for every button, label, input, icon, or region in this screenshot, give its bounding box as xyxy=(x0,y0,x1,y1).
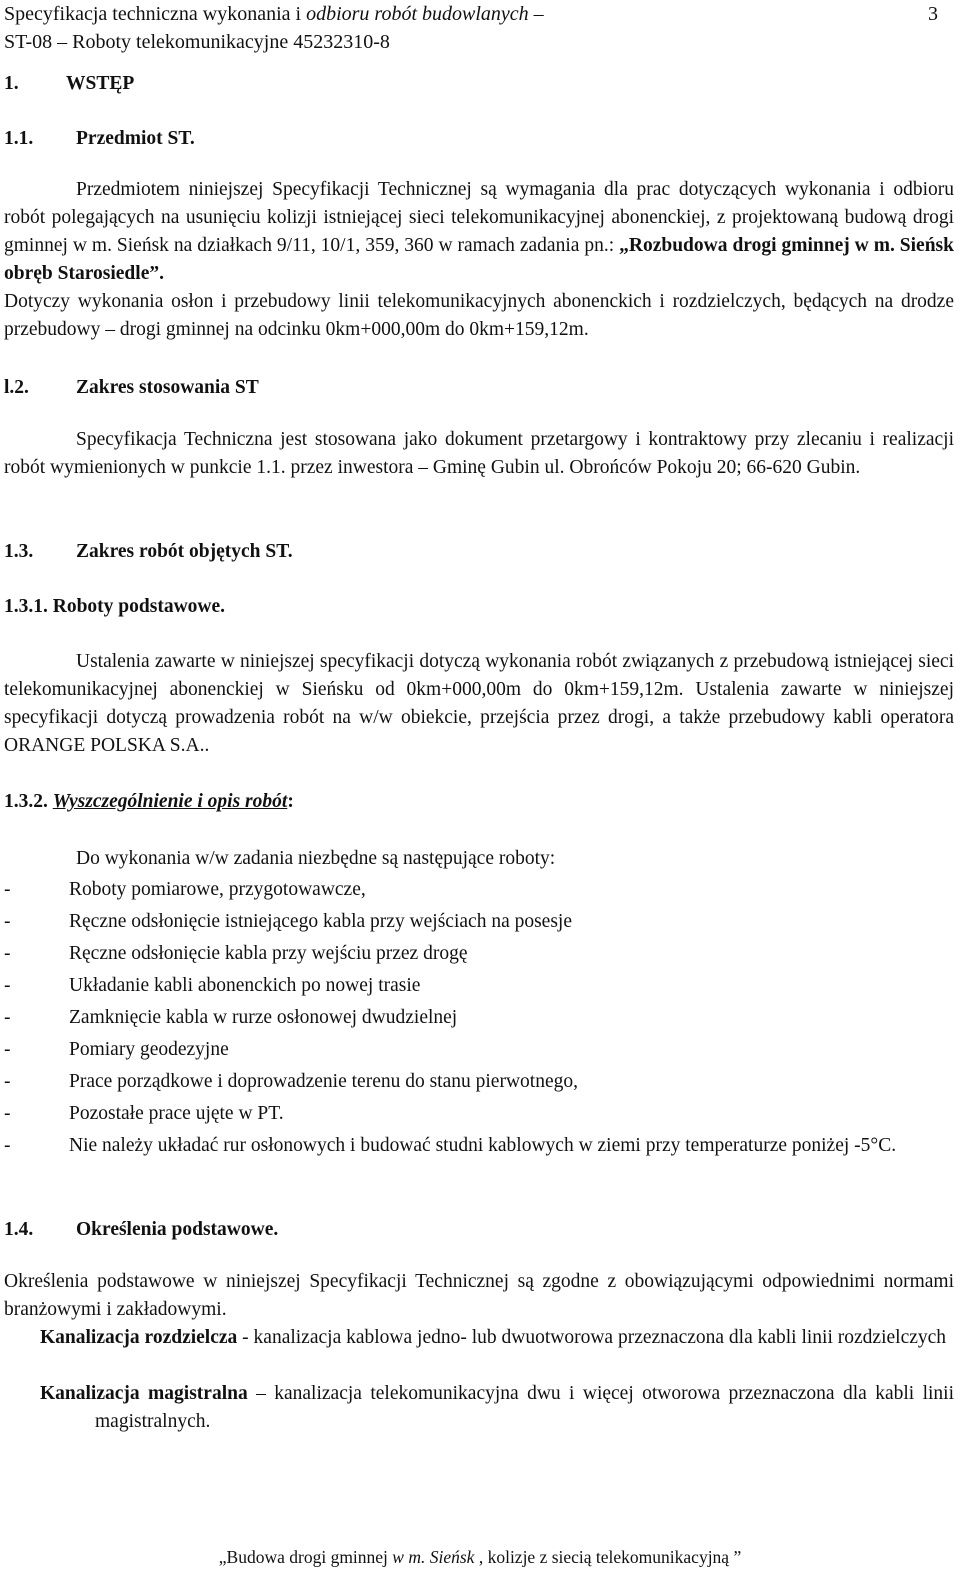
section-number: 1. xyxy=(4,73,19,94)
list-item-text: Roboty pomiarowe, przygotowawcze, xyxy=(69,879,366,900)
list-item-text: Prace porządkowe i doprowadzenie terenu do stanu pierwotnego, xyxy=(69,1071,578,1092)
list-item xyxy=(4,1068,954,1096)
list-dash: - xyxy=(4,1135,11,1156)
list-dash: - xyxy=(4,943,11,964)
definition-item xyxy=(40,1324,954,1352)
header-subtitle: ST-08 – Roboty telekomunikacyjne 45232310-8 xyxy=(4,31,390,53)
task-name: „Rozbudowa drogi gminnej w m. Sieńsk obręb Starosiedle”. xyxy=(4,235,954,284)
list-item xyxy=(4,940,954,968)
definition-term: Kanalizacja rozdzielcza xyxy=(40,1327,238,1348)
list-item xyxy=(4,972,954,1000)
list-dash: - xyxy=(4,879,11,900)
list-item-text: Ręczne odsłonięcie kabla przy wejściu przez drogę xyxy=(69,943,468,964)
list-dash: - xyxy=(4,1039,11,1060)
section-1-4-heading xyxy=(4,1216,278,1244)
section-number: l.2. xyxy=(4,377,29,398)
definition-text: – kanalizacja telekomunikacyjna dwu i więcej otworowa przeznaczona dla kabli linii magistralnych. xyxy=(95,1383,954,1432)
page-number: 3 xyxy=(928,3,938,25)
section-1-1-paragraph-1 xyxy=(4,176,954,288)
list-item xyxy=(4,1100,954,1128)
footer-part2: w m. Sieńsk xyxy=(392,1547,475,1567)
definition-term: Kanalizacja magistralna xyxy=(40,1383,248,1404)
list-item xyxy=(4,1132,954,1188)
list-item-text: Nie należy układać rur osłonowych i budować studni kablowych w ziemi przy temperaturze poniżej -5°C. xyxy=(69,1135,897,1156)
header-title-part2: odbioru robót budowlanych – xyxy=(306,3,544,25)
section-1-2-heading xyxy=(4,374,259,402)
list-dash: - xyxy=(4,1071,11,1092)
section-title: Przedmiot ST. xyxy=(76,128,195,149)
section-1-4-paragraph: Określenia podstawowe w niniejszej Specyfikacji Technicznej są zgodne z obowiązującymi odpowiednimi normami branżowymi i zakładowymi. xyxy=(4,1271,954,1320)
list-item xyxy=(4,1036,954,1064)
section-1-3-1-paragraph: Ustalenia zawarte w niniejszej specyfikacji dotyczą wykonania robót związanych z przebudową istniejącej sieci telekomunikacyjnej abonenckiej w Sieńsku od 0km+000,00m do 0km+159,12m. Ustalenia zawarte w niniejszej specyfikacji dotyczą prowadzenia robót na w/w obiekcie, przejścia przez drogi, a także przebudowy kabli operatora ORANGE POLSKA S.A.. xyxy=(4,651,954,756)
section-1-3-2-heading xyxy=(4,788,294,816)
section-number: 1.1. xyxy=(4,128,34,149)
footer-part3: , kolizje z siecią telekomunikacyjną ” xyxy=(474,1547,742,1567)
footer-part1: „Budowa drogi gminnej xyxy=(218,1547,393,1567)
list-item-text: Pomiary geodezyjne xyxy=(69,1039,229,1060)
section-number: 1.4. xyxy=(4,1219,34,1240)
works-intro: Do wykonania w/w zadania niezbędne są następujące roboty: xyxy=(76,848,556,869)
list-dash: - xyxy=(4,911,11,932)
header-title-part1: Specyfikacja techniczna wykonania i xyxy=(4,3,307,25)
section-title: Zakres stosowania ST xyxy=(76,377,259,398)
section-1-1-heading xyxy=(4,125,195,153)
section-1-3-1-heading: 1.3.1. Roboty podstawowe. xyxy=(4,596,226,617)
list-dash: - xyxy=(4,1007,11,1028)
section-title: WSTĘP xyxy=(66,73,135,94)
list-item-text: Ręczne odsłonięcie istniejącego kabla przy wejściach na posesje xyxy=(69,911,573,932)
paragraph-text: Przedmiotem niniejszej Specyfikacji Technicznej są wymagania dla prac dotyczących wykonania i odbioru robót polegających na usunięciu kolizji istniejącej sieci telekomunikacyjnej abonenckiej, z projektowaną budową drogi gminnej w m. Sieńsk na działkach 9/11, 10/1, 359, 360 w ramach zadania pn.: xyxy=(4,179,954,256)
section-title: Zakres robót objętych ST. xyxy=(76,541,293,562)
section-1-heading xyxy=(4,70,134,98)
list-dash: - xyxy=(4,975,11,996)
section-title: Wyszczególnienie i opis robót xyxy=(52,791,288,812)
section-number: 1.3. xyxy=(4,541,34,562)
list-item-text: Zamknięcie kabla w rurze osłonowej dwudzielnej xyxy=(69,1007,458,1028)
list-item xyxy=(4,908,954,936)
list-item xyxy=(4,1004,954,1032)
header-title-line xyxy=(4,0,544,28)
section-title: Określenia podstawowe. xyxy=(76,1219,279,1240)
definition-text: - kanalizacja kablowa jedno- lub dwuotworowa przeznaczona dla kabli linii rozdzielczych xyxy=(237,1327,947,1348)
section-1-3-heading xyxy=(4,538,293,566)
list-item-text: Układanie kabli abonenckich po nowej trasie xyxy=(69,975,421,996)
list-item-text: Pozostałe prace ujęte w PT. xyxy=(69,1103,284,1124)
list-dash: - xyxy=(4,1103,11,1124)
list-item xyxy=(4,876,954,904)
section-1-1-paragraph-2: Dotyczy wykonania osłon i przebudowy linii telekomunikacyjnych abonenckich i rozdzielczych, będących na drodze przebudowy – drogi gminnej na odcinku 0km+000,00m do 0km+159,12m. xyxy=(4,291,954,340)
page-footer xyxy=(0,1543,960,1571)
definition-item xyxy=(40,1380,954,1436)
section-colon: : xyxy=(287,791,294,812)
section-1-2-paragraph: Specyfikacja Techniczna jest stosowana jako dokument przetargowy i kontraktowy przy zlecaniu i realizacji robót wymienionych w punkcie 1.1. przez inwestora – Gminę Gubin ul. Obrońców Pokoju 20; 66-620 Gubin. xyxy=(4,429,954,478)
section-number: 1.3.2. xyxy=(4,791,53,812)
